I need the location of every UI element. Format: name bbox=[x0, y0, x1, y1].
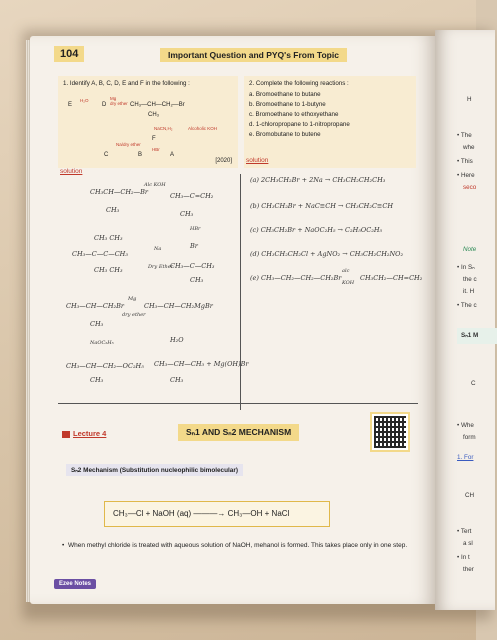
rp-text: • Tert bbox=[457, 528, 472, 535]
lecture-text: Lecture 4 bbox=[73, 429, 107, 438]
rp-text: ther bbox=[463, 566, 474, 573]
hw-line: (c) CH₃CH₂Br + NaOC₂H₅ → C₂H₅OC₂H₅ bbox=[250, 226, 383, 234]
rp-text: • In Sₙ bbox=[457, 264, 475, 271]
solution-label-left: solution bbox=[60, 168, 83, 175]
list-item: c. Bromoethane to ethoxyethane bbox=[249, 111, 339, 119]
label-f: F bbox=[152, 136, 156, 142]
left-page bbox=[30, 36, 435, 604]
hw-line: NaOC₂H₅ bbox=[90, 340, 114, 346]
hw-line: (b) CH₃CH₂Br + NaC≡CH → CH₃CH₂C≡CH bbox=[250, 202, 394, 210]
question-2-text: 2. Complete the following reactions : bbox=[249, 80, 349, 87]
page-number: 104 bbox=[54, 46, 84, 62]
question-2-list bbox=[249, 91, 411, 138]
qr-pattern bbox=[374, 416, 406, 448]
branch-ch3: CH₃ bbox=[148, 112, 160, 118]
solution-label-right: solution bbox=[246, 157, 269, 164]
rp-text: form bbox=[463, 434, 476, 441]
hw-line: CH₃ bbox=[90, 320, 104, 328]
label-d: D bbox=[102, 102, 107, 108]
list-item: a. Bromoethane to butane bbox=[249, 91, 321, 99]
hw-line: CH₃—C—C—CH₃ bbox=[72, 250, 128, 258]
equation-box: CH₃—Cl + NaOH (aq) ———→ CH₃—OH + NaCl bbox=[104, 501, 330, 527]
hw-line: CH₃—C—CH₃ bbox=[170, 262, 215, 270]
label-b: B bbox=[138, 152, 143, 158]
hw-line: CH₃CH₂—CH=CH₂ bbox=[360, 274, 423, 282]
hw-line: CH₃ CH₃ bbox=[94, 234, 123, 242]
hw-line: CH₃ bbox=[180, 210, 194, 218]
list-item: e. Bromobutane to butene bbox=[249, 131, 321, 139]
rp-text: • This bbox=[457, 158, 473, 165]
label-e: E bbox=[68, 102, 73, 108]
hw-line: CH₃ bbox=[190, 276, 204, 284]
reagent-nacn: NaCN,H₂ bbox=[154, 126, 173, 131]
question-2-box bbox=[244, 76, 416, 168]
hw-line: (d) CH₃CH₂CH₂Cl + AgNO₂ → CH₃CH₂CH₂NO₂ bbox=[250, 250, 404, 258]
hw-line: HBr bbox=[190, 226, 201, 232]
reagent-na: Na/dry ether bbox=[116, 142, 141, 147]
rp-text: • The bbox=[457, 132, 472, 139]
rp-text: Sₙ1 M bbox=[461, 332, 479, 339]
section-divider bbox=[58, 403, 418, 404]
subheading: Sₙ2 Mechanism (Substitution nucleophilic bimolecular) bbox=[66, 464, 243, 476]
list-item: b. Bromoethane to 1-butyne bbox=[249, 101, 326, 109]
question-1-text: 1. Identify A, B, C, D, E and F in the following : bbox=[63, 80, 190, 87]
hw-line: CH₃ CH₃ bbox=[94, 266, 123, 274]
hw-line: CH₃—CH—CH₂MgBr bbox=[144, 302, 213, 310]
hw-line: (e) CH₃—CH₂—CH₂—CH₂Br bbox=[250, 274, 342, 282]
hw-line: (a) 2CH₃CH₂Br + 2Na → CH₃CH₂CH₂CH₃ bbox=[250, 176, 386, 184]
hw-line: Alc KOH bbox=[144, 182, 166, 188]
hw-line: CH₃—CH—CH₃ + Mg(OH)Br bbox=[154, 360, 249, 368]
rp-text: Note bbox=[463, 246, 477, 253]
rp-text: • The c bbox=[457, 302, 477, 309]
hw-line: CH₃—CH—CH₂—OC₂H₅ bbox=[66, 362, 144, 370]
hw-line: dry ether bbox=[122, 312, 146, 318]
rp-text: H bbox=[467, 96, 472, 103]
main-chain: CH₃—CH—CH₂—Br bbox=[130, 102, 185, 108]
rp-text: 1. For bbox=[457, 454, 474, 461]
hw-line: KOH bbox=[342, 280, 355, 286]
lecture-label bbox=[62, 429, 106, 438]
rp-text: • Here bbox=[457, 172, 475, 179]
rp-text: seco bbox=[463, 184, 477, 191]
reagent-hbr: HBr bbox=[152, 147, 160, 152]
column-divider bbox=[240, 174, 241, 410]
list-item: d. 1-chloropropane to 1-nitropropane bbox=[249, 121, 350, 129]
rp-text: CH bbox=[465, 492, 475, 499]
hw-line: CH₃—C=CH₂ bbox=[170, 192, 214, 200]
right-page bbox=[435, 30, 495, 610]
hw-line: CH₃ bbox=[90, 376, 104, 384]
hw-line: CH₃CH—CH₂—Br bbox=[90, 188, 149, 196]
qr-code[interactable] bbox=[370, 412, 410, 452]
label-c: C bbox=[104, 152, 109, 158]
reagent-mg: Mg dry ether bbox=[110, 96, 128, 106]
rp-text: C bbox=[471, 380, 476, 387]
brand-badge: Ezee Notes bbox=[54, 579, 96, 589]
hw-line: H₂O bbox=[170, 336, 184, 344]
hw-line: Br bbox=[190, 242, 198, 250]
bullet-text: • When methyl chloride is treated with aqueous solution of NaOH, mehanol is formed. This takes place only in one step. bbox=[68, 541, 413, 550]
page-title: Important Question and PYQ's From Topic bbox=[160, 48, 347, 62]
hw-line: CH₃ bbox=[170, 376, 184, 384]
hw-line: Na bbox=[154, 246, 162, 252]
label-a: A bbox=[170, 152, 175, 158]
rp-text: the c bbox=[463, 276, 477, 283]
rp-text: whe bbox=[463, 144, 475, 151]
question-1-box bbox=[58, 76, 238, 168]
hw-line: Mg bbox=[128, 296, 137, 302]
rp-text: • In t bbox=[457, 554, 470, 561]
hw-line: alc bbox=[342, 268, 350, 274]
hw-line: CH₃—CH—CH₂Br bbox=[66, 302, 125, 310]
rp-text: • Whe bbox=[457, 422, 474, 429]
reagent-h2o: H₂O bbox=[80, 98, 89, 103]
rp-text: a sl bbox=[463, 540, 473, 547]
section-title: Sₙ1 AND Sₙ2 MECHANISM bbox=[178, 424, 299, 441]
year-tag: [2020] bbox=[215, 158, 232, 164]
hw-line: CH₃ bbox=[106, 206, 120, 214]
flag-icon bbox=[62, 431, 70, 438]
reagent-alc-koh: Alcoholic KOH bbox=[188, 126, 218, 131]
rp-text: it. H bbox=[463, 288, 475, 295]
hw-line: Dry Ether bbox=[148, 264, 174, 270]
